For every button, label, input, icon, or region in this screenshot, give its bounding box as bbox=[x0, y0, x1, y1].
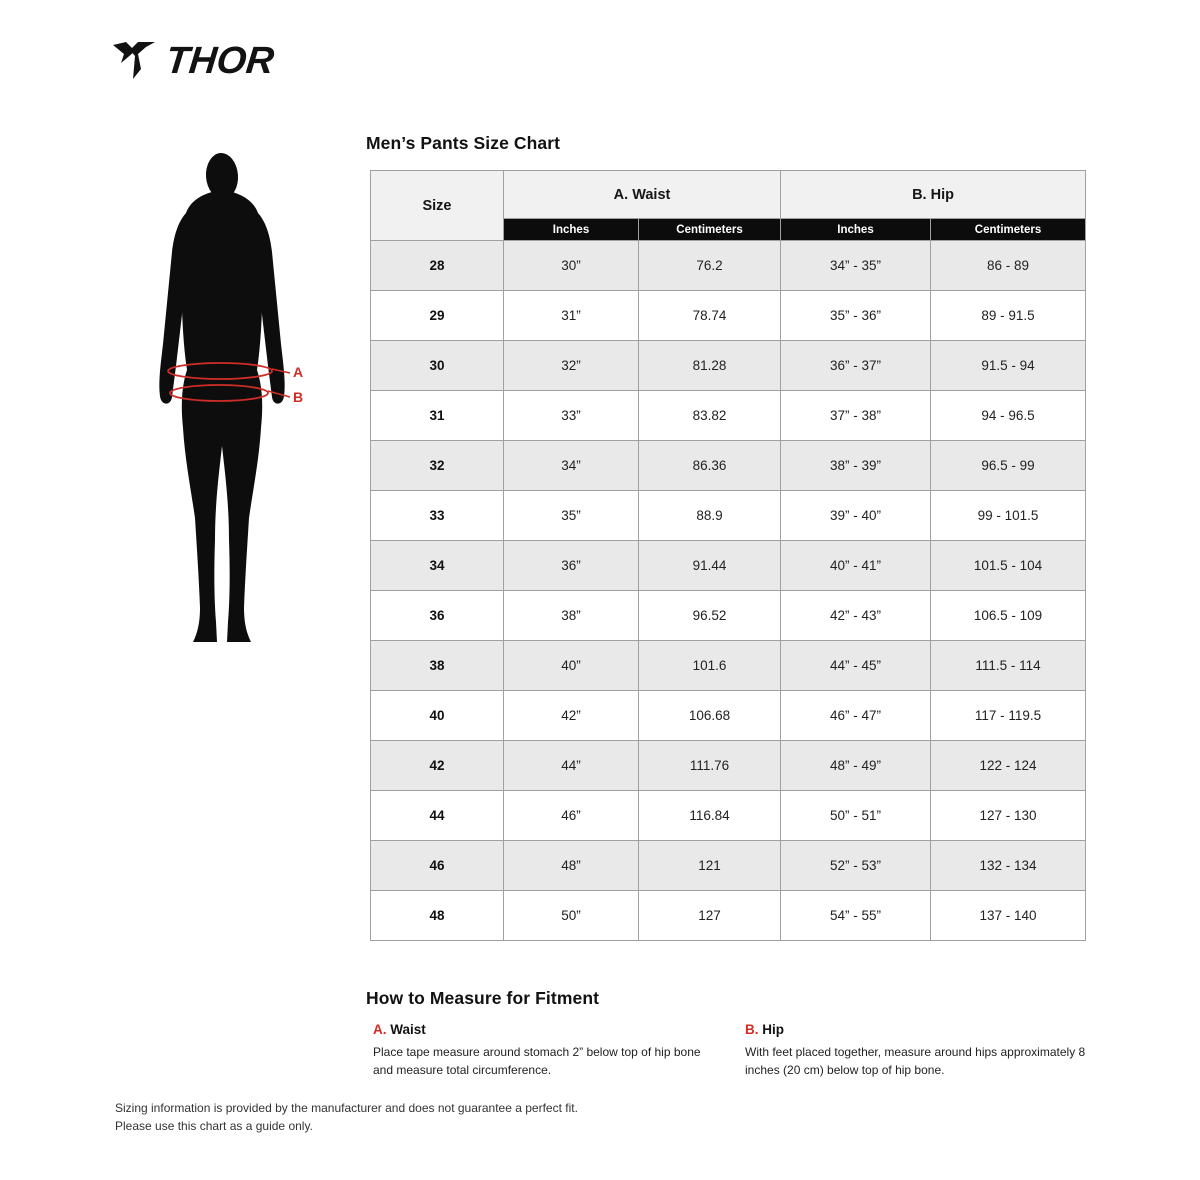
table-row bbox=[371, 491, 1086, 541]
cell-hip_cm: 122 - 124 bbox=[931, 741, 1086, 791]
cell-hip_cm: 91.5 - 94 bbox=[931, 341, 1086, 391]
table-row bbox=[371, 791, 1086, 841]
measure-hip-name: Hip bbox=[762, 1022, 785, 1037]
subheader-waist-centimeters: Centimeters bbox=[639, 219, 781, 241]
disclaimer-line-1: Sizing information is provided by the manufacturer and does not guarantee a perfect fit. bbox=[115, 1101, 578, 1115]
cell-waist_in: 40” bbox=[504, 641, 639, 691]
cell-size: 29 bbox=[371, 291, 504, 341]
cell-hip_cm: 106.5 - 109 bbox=[931, 591, 1086, 641]
table-row bbox=[371, 391, 1086, 441]
cell-hip_cm: 94 - 96.5 bbox=[931, 391, 1086, 441]
subheader-hip-inches: Inches bbox=[781, 219, 931, 241]
disclaimer-line-2: Please use this chart as a guide only. bbox=[115, 1119, 313, 1133]
col-group-waist: A. Waist bbox=[504, 171, 781, 219]
table-row bbox=[371, 741, 1086, 791]
cell-hip_in: 48” - 49” bbox=[781, 741, 931, 791]
measure-waist-label bbox=[373, 1022, 709, 1037]
cell-hip_cm: 132 - 134 bbox=[931, 841, 1086, 891]
cell-waist_in: 46” bbox=[504, 791, 639, 841]
cell-waist_in: 32” bbox=[504, 341, 639, 391]
cell-waist_in: 38” bbox=[504, 591, 639, 641]
figure-label-b: B bbox=[293, 389, 304, 405]
measure-hip-block bbox=[745, 1022, 1087, 1079]
thor-wordmark: THOR bbox=[163, 40, 276, 82]
cell-hip_in: 37” - 38” bbox=[781, 391, 931, 441]
cell-waist_in: 35” bbox=[504, 491, 639, 541]
measure-waist-block bbox=[373, 1022, 709, 1079]
table-row bbox=[371, 541, 1086, 591]
cell-waist_cm: 101.6 bbox=[639, 641, 781, 691]
cell-hip_in: 54” - 55” bbox=[781, 891, 931, 941]
cell-waist_cm: 121 bbox=[639, 841, 781, 891]
cell-hip_in: 40” - 41” bbox=[781, 541, 931, 591]
table-row bbox=[371, 341, 1086, 391]
cell-hip_in: 36” - 37” bbox=[781, 341, 931, 391]
cell-hip_in: 39” - 40” bbox=[781, 491, 931, 541]
cell-waist_cm: 96.52 bbox=[639, 591, 781, 641]
cell-hip_cm: 117 - 119.5 bbox=[931, 691, 1086, 741]
col-header-size: Size bbox=[371, 171, 504, 241]
cell-size: 28 bbox=[371, 241, 504, 291]
cell-waist_in: 44” bbox=[504, 741, 639, 791]
thor-logo-icon bbox=[112, 41, 156, 83]
subheader-hip-centimeters: Centimeters bbox=[931, 219, 1086, 241]
cell-waist_in: 48” bbox=[504, 841, 639, 891]
col-group-hip: B. Hip bbox=[781, 171, 1086, 219]
size-table bbox=[370, 170, 1086, 941]
page-title: Men’s Pants Size Chart bbox=[366, 133, 561, 153]
cell-hip_cm: 89 - 91.5 bbox=[931, 291, 1086, 341]
cell-size: 46 bbox=[371, 841, 504, 891]
measure-waist-prefix: A. bbox=[373, 1022, 387, 1037]
cell-hip_cm: 111.5 - 114 bbox=[931, 641, 1086, 691]
cell-waist_in: 30” bbox=[504, 241, 639, 291]
cell-waist_cm: 81.28 bbox=[639, 341, 781, 391]
cell-size: 30 bbox=[371, 341, 504, 391]
table-row bbox=[371, 641, 1086, 691]
cell-waist_cm: 111.76 bbox=[639, 741, 781, 791]
size-table-container bbox=[370, 170, 1086, 941]
cell-waist_in: 34” bbox=[504, 441, 639, 491]
header-row-groups bbox=[371, 171, 1086, 219]
body-measurement-figure bbox=[140, 146, 320, 651]
cell-waist_cm: 88.9 bbox=[639, 491, 781, 541]
measure-section-title: How to Measure for Fitment bbox=[366, 988, 600, 1008]
cell-waist_in: 36” bbox=[504, 541, 639, 591]
table-row bbox=[371, 241, 1086, 291]
table-row bbox=[371, 691, 1086, 741]
subheader-waist-inches: Inches bbox=[504, 219, 639, 241]
table-row bbox=[371, 441, 1086, 491]
cell-hip_in: 34” - 35” bbox=[781, 241, 931, 291]
size-table-body bbox=[371, 241, 1086, 941]
cell-size: 31 bbox=[371, 391, 504, 441]
table-row bbox=[371, 891, 1086, 941]
table-row bbox=[371, 291, 1086, 341]
cell-hip_cm: 101.5 - 104 bbox=[931, 541, 1086, 591]
cell-hip_in: 52” - 53” bbox=[781, 841, 931, 891]
cell-waist_in: 50” bbox=[504, 891, 639, 941]
table-row bbox=[371, 591, 1086, 641]
cell-waist_cm: 83.82 bbox=[639, 391, 781, 441]
thor-logo bbox=[112, 40, 274, 83]
cell-hip_in: 38” - 39” bbox=[781, 441, 931, 491]
cell-hip_cm: 96.5 - 99 bbox=[931, 441, 1086, 491]
cell-size: 40 bbox=[371, 691, 504, 741]
cell-size: 44 bbox=[371, 791, 504, 841]
cell-hip_in: 44” - 45” bbox=[781, 641, 931, 691]
cell-size: 32 bbox=[371, 441, 504, 491]
measure-waist-description: Place tape measure around stomach 2” below top of hip bone and measure total circumference. bbox=[373, 1045, 701, 1077]
cell-waist_cm: 127 bbox=[639, 891, 781, 941]
cell-waist_cm: 86.36 bbox=[639, 441, 781, 491]
cell-waist_cm: 91.44 bbox=[639, 541, 781, 591]
cell-size: 48 bbox=[371, 891, 504, 941]
cell-waist_cm: 106.68 bbox=[639, 691, 781, 741]
cell-waist_cm: 116.84 bbox=[639, 791, 781, 841]
cell-hip_cm: 137 - 140 bbox=[931, 891, 1086, 941]
cell-size: 42 bbox=[371, 741, 504, 791]
table-row bbox=[371, 841, 1086, 891]
figure-label-a: A bbox=[293, 364, 304, 380]
cell-hip_cm: 86 - 89 bbox=[931, 241, 1086, 291]
cell-waist_in: 31” bbox=[504, 291, 639, 341]
cell-hip_cm: 99 - 101.5 bbox=[931, 491, 1086, 541]
cell-waist_in: 33” bbox=[504, 391, 639, 441]
measure-hip-label bbox=[745, 1022, 1087, 1037]
cell-waist_cm: 78.74 bbox=[639, 291, 781, 341]
cell-waist_in: 42” bbox=[504, 691, 639, 741]
cell-hip_in: 42” - 43” bbox=[781, 591, 931, 641]
cell-size: 36 bbox=[371, 591, 504, 641]
measure-hip-description: With feet placed together, measure around hips approximately 8 inches (20 cm) below top of hip bone. bbox=[745, 1045, 1086, 1077]
disclaimer bbox=[115, 1099, 578, 1135]
measure-hip-prefix: B. bbox=[745, 1022, 759, 1037]
cell-hip_in: 50” - 51” bbox=[781, 791, 931, 841]
cell-hip_in: 35” - 36” bbox=[781, 291, 931, 341]
measure-waist-name: Waist bbox=[390, 1022, 426, 1037]
cell-hip_in: 46” - 47” bbox=[781, 691, 931, 741]
cell-size: 33 bbox=[371, 491, 504, 541]
cell-waist_cm: 76.2 bbox=[639, 241, 781, 291]
cell-size: 34 bbox=[371, 541, 504, 591]
cell-hip_cm: 127 - 130 bbox=[931, 791, 1086, 841]
cell-size: 38 bbox=[371, 641, 504, 691]
